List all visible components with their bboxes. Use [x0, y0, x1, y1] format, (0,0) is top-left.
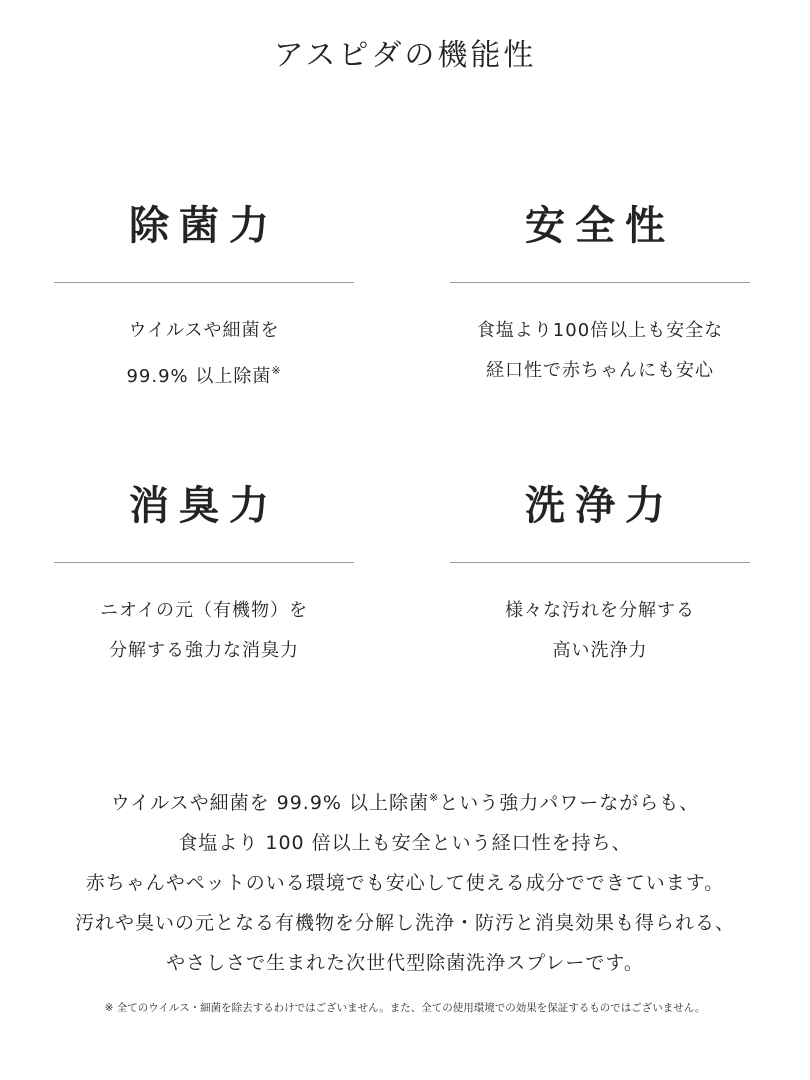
footnote: ※ 全てのウイルス・細菌を除去するわけではございません。また、全ての使用環境での効果を保証するものではございません。 — [104, 1002, 706, 1014]
footnote-mark: ※ — [271, 364, 282, 377]
feature-title: 安全性 — [525, 203, 675, 249]
description-line: 経口性で赤ちゃんにも安心 — [486, 360, 714, 381]
description-line — [54, 311, 354, 351]
footnote-mark: ※ — [429, 791, 440, 804]
feature-title: 消臭力 — [129, 483, 279, 529]
divider — [450, 282, 750, 283]
summary-line: やさしさで生まれた次世代型除菌洗浄スプレーです。 — [166, 952, 644, 974]
feature-description — [450, 311, 750, 391]
divider — [54, 562, 354, 563]
description-text: ウイルスや細菌を — [128, 320, 280, 341]
feature-deodorization — [54, 482, 354, 671]
description-line: 高い洗浄力 — [552, 640, 648, 661]
description-line — [54, 351, 354, 397]
description-line: 食塩より100倍以上も安全な — [476, 320, 724, 341]
feature-safety — [450, 202, 750, 391]
summary-line: 食塩より 100 倍以上も安全という経口性を持ち、 — [178, 832, 632, 854]
description-line: 様々な汚れを分解する — [505, 600, 695, 621]
description-line: 分解する強力な消臭力 — [109, 640, 299, 661]
summary-text-part: という強力パワーながらも、 — [439, 792, 700, 814]
feature-disinfection — [54, 202, 354, 397]
feature-description — [54, 591, 354, 671]
divider — [54, 282, 354, 283]
summary-line: 汚れや臭いの元となる有機物を分解し洗浄・防汚と消臭効果も得られる、 — [74, 912, 735, 934]
feature-cleaning — [450, 482, 750, 671]
summary-text-part: ウイルスや細菌を 99.9% 以上除菌 — [110, 792, 430, 814]
feature-description — [450, 591, 750, 671]
description-line: ニオイの元（有機物）を — [99, 600, 309, 621]
page-title: アスピダの機能性 — [273, 38, 537, 73]
summary-line — [0, 778, 810, 823]
summary-line: 赤ちゃんやペットのいる環境でも安心して使える成分でできています。 — [85, 872, 725, 894]
feature-title: 除菌力 — [129, 203, 279, 249]
feature-title: 洗浄力 — [525, 483, 675, 529]
feature-description — [54, 311, 354, 397]
divider — [450, 562, 750, 563]
summary-text — [0, 778, 810, 983]
description-text: 99.9% 以上除菌 — [126, 366, 272, 387]
